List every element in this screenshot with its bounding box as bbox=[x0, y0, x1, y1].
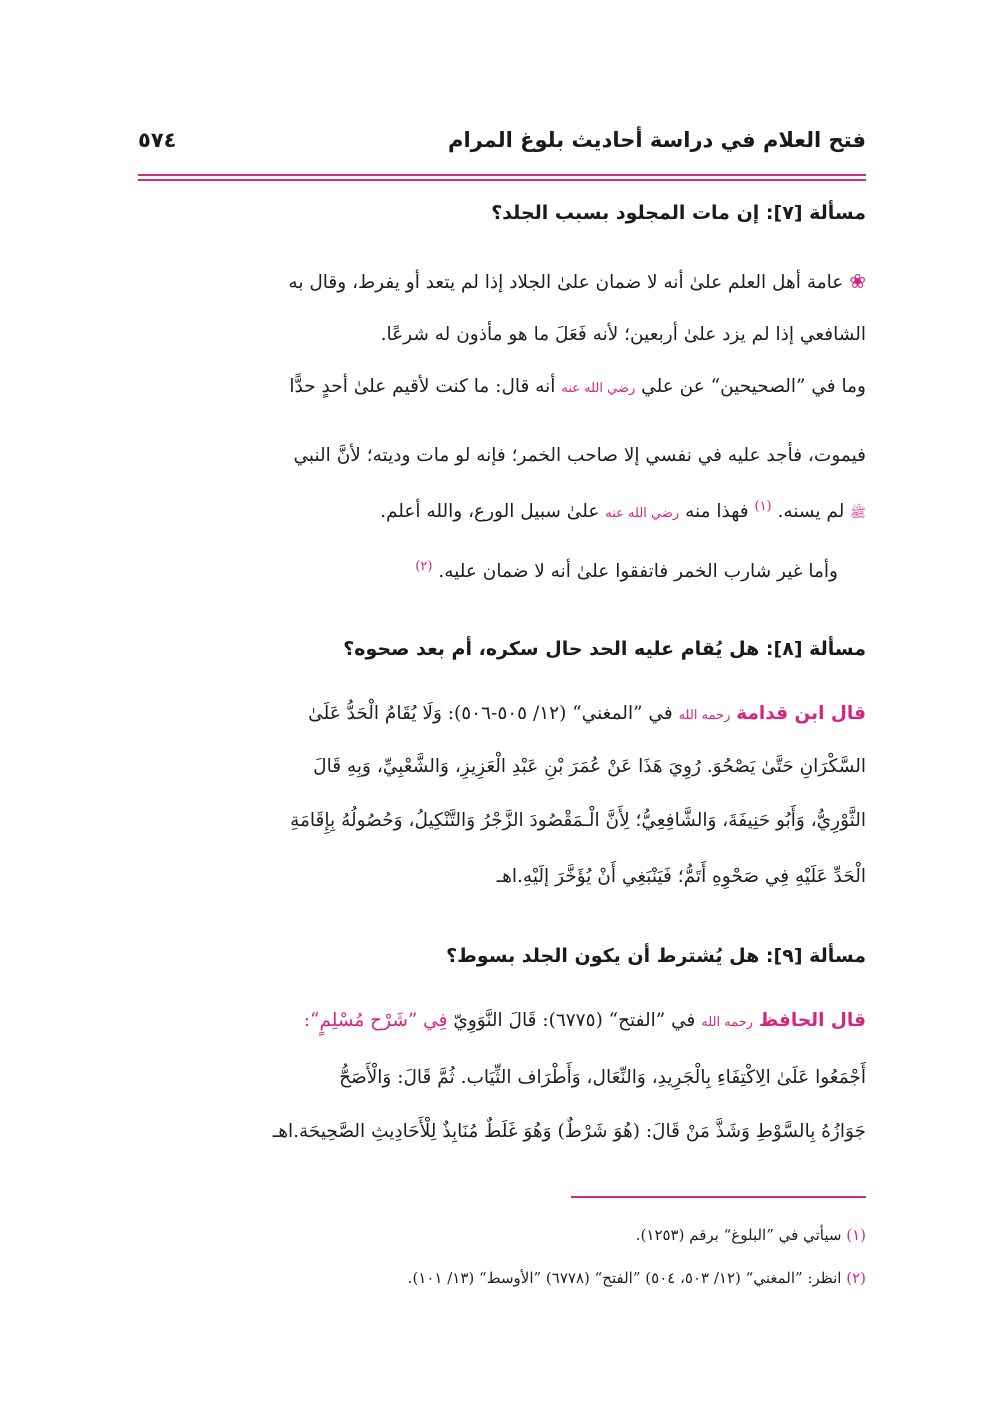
honorific-prophet: ﷺ bbox=[850, 506, 866, 522]
issue-7-para-1-line-1 bbox=[138, 270, 866, 293]
footnote-ref-2[interactable]: (٢) bbox=[415, 559, 433, 574]
issue-7-para-3 bbox=[138, 560, 866, 582]
speaker-ibn-qudama: قال ابن قدامة bbox=[736, 703, 866, 724]
footnote-1 bbox=[300, 1226, 866, 1244]
issue-8-line-1 bbox=[138, 703, 866, 724]
footnote-1-text: سيأتي في ”البلوغ“ برقم (١٢٥٣). bbox=[635, 1226, 842, 1244]
issue-9-line-1 bbox=[138, 1010, 866, 1031]
footnote-ref-1[interactable]: (١) bbox=[754, 499, 772, 514]
footnote-2-text: انظر: ”المغني“ (١٢/ ٥٠٣، ٥٠٤) ”الفتح“ (٦٧٧٨) ”الأوسط“ (١٣/ ١٠١). bbox=[407, 1269, 842, 1287]
honorific-ali-2: رضي الله عنه bbox=[605, 506, 680, 522]
issue-9-line-3: جَوَازُهُ بِالسَّوْطِ وَشَذَّ مَنْ قَالَ: (هُوَ شَرْطٌ) وَهُوَ غَلَطٌ مُنَابِذٌ لِلْأَحَادِيثِ الصَّحِيحَة.اهـ bbox=[272, 1121, 866, 1142]
footnote-2 bbox=[300, 1269, 866, 1287]
page-number: ٥٧٤ bbox=[138, 128, 177, 152]
book-title-sharh-muslim: فِي ”شَرْح مُسْلِمٍ“: bbox=[303, 1010, 448, 1031]
footnote-2-mark: (٢) bbox=[846, 1269, 866, 1287]
issue-7-para-1-line-2: الشافعي إذا لم يزد علىٰ أربعين؛ لأنه فَعَلَ ما هو مأذون له شرعًا. bbox=[380, 324, 866, 345]
footnote-1-mark: (١) bbox=[846, 1226, 866, 1244]
text-run: أنه قال: ما كنت لأقيم علىٰ أحدٍ حدًّا bbox=[289, 376, 556, 397]
issue-8-line-2: السَّكْرَانِ حَتَّىٰ يَصْحُوَ. رُوِيَ هَذَا عَنْ عُمَرَ بْنِ عَبْدِ الْعَزِيزِ، وَالشَّعْبِيِّ، وَبِهِ قَالَ bbox=[313, 756, 866, 777]
speaker-honorific: رحمه الله bbox=[678, 708, 731, 723]
issue-7-para-2-line-2: فيموت، فأجد عليه في نفسي إلا صاحب الخمر؛ فإنه لو مات وديته؛ لأنَّ النبي bbox=[293, 445, 866, 466]
text-run: في ”الفتح“ (٦٧٧٥): قَالَ النَّوَوِيّ bbox=[453, 1010, 696, 1031]
page-header bbox=[138, 128, 866, 168]
text-run: في ”المغني“ (١٢/ ٥٠٥-٥٠٦): وَلَا يُقَامُ الْحَدُّ عَلَىٰ bbox=[308, 703, 673, 724]
speaker-al-hafiz: قال الحافظ bbox=[758, 1010, 866, 1031]
footnote-separator bbox=[571, 1196, 866, 1198]
issue-7-para-2-line-1 bbox=[138, 376, 866, 397]
issue-9-heading: مسألة [٩]: هل يُشترط أن يكون الجلد بسوط؟ bbox=[446, 945, 866, 967]
text-run: وما في ”الصحيحين“ عن علي bbox=[641, 376, 866, 397]
text-run: فهذا منه bbox=[685, 501, 749, 523]
honorific-ali: رضي الله عنه bbox=[561, 381, 636, 396]
issue-7-heading: مسألة [٧]: إن مات المجلود بسبب الجلد؟ bbox=[491, 202, 866, 224]
issue-8-heading: مسألة [٨]: هل يُقام عليه الحد حال سكره، أم بعد صحوه؟ bbox=[343, 638, 866, 660]
text-run: علىٰ سبيل الورع، والله أعلم. bbox=[380, 501, 600, 523]
text-run: عامة أهل العلم علىٰ أنه لا ضمان علىٰ الجلاد إذا لم يتعد أو يفرط، وقال به bbox=[288, 272, 844, 293]
text-run: وأما غير شارب الخمر فاتفقوا علىٰ أنه لا ضمان عليه. bbox=[438, 561, 838, 583]
issue-7-para-2-line-3 bbox=[138, 500, 866, 522]
issue-8-line-3: الثَّوْرِيُّ، وَأَبُو حَنِيفَةَ، وَالشَّافِعِيُّ؛ لِأَنَّ الْـمَقْصُودَ الزَّجْرُ وَالتَّنْكِيلُ، وَحُصُولُهُ بِإِقَامَةِ bbox=[290, 810, 866, 831]
speaker-honorific: رحمه الله bbox=[701, 1015, 754, 1030]
text-run: لم يسنه. bbox=[777, 501, 845, 523]
flower-icon: ❀ bbox=[849, 269, 866, 293]
issue-9-line-2: أَجْمَعُوا عَلَىٰ الِاكْتِفَاءِ بِالْجَرِيدِ، وَالنِّعَال، وَأَطْرَاف الثِّيَاب. ثُمَّ قَالَ: وَالْأَصَحُّ bbox=[339, 1067, 866, 1088]
running-title: فتح العلام في دراسة أحاديث بلوغ المرام bbox=[448, 128, 866, 152]
issue-8-line-4: الْحَدِّ عَلَيْهِ فِي صَحْوِهِ أَتَمُّ؛ فَيَنْبَغِي أَنْ يُؤَخَّرَ إلَيْهِ.اهـ bbox=[496, 866, 866, 887]
header-rule-top bbox=[138, 174, 866, 176]
header-rule-bottom bbox=[138, 179, 866, 181]
